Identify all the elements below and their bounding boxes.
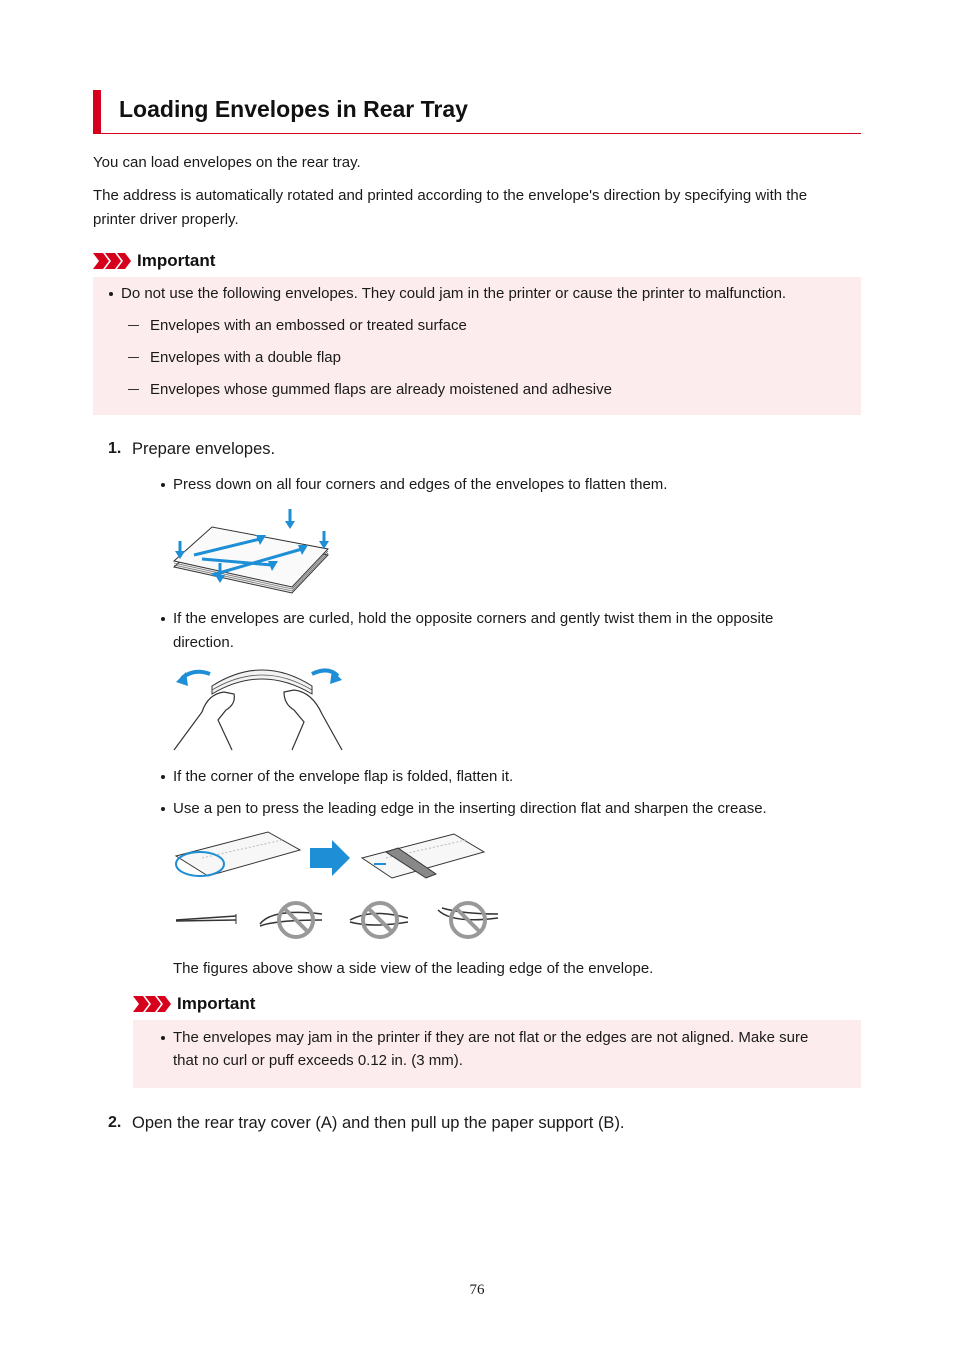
step-1-bullet-4: Use a pen to press the leading edge in the inserting direction flat and sharpen the crease. [173, 800, 767, 817]
title-accent-bar [93, 90, 101, 134]
important-2-line-2: that no curl or puff exceeds 0.12 in. (3 mm). [173, 1052, 463, 1069]
important-chevron-icon [133, 996, 173, 1012]
important-label-2: Important [177, 994, 256, 1013]
important-label-1: Important [137, 251, 216, 270]
bullet-dot [161, 807, 165, 811]
important-1-bullet: Do not use the following envelopes. They could jam in the printer or cause the printer to malfunction. [121, 285, 787, 302]
important-1-subitem-3: Envelopes whose gummed flaps are already moistened and adhesive [150, 381, 612, 398]
title-underline [93, 133, 861, 134]
step-1-bullet-3: If the corner of the envelope flap is folded, flatten it. [173, 768, 514, 785]
step-2-number: 2. [108, 1114, 122, 1131]
page-title: Loading Envelopes in Rear Tray [119, 96, 468, 122]
page-number: 76 [469, 1282, 485, 1298]
step-1-bullet-2-line-1: If the envelopes are curled, hold the opposite corners and gently twist them in the opposite [173, 610, 774, 627]
bullet-dot [161, 775, 165, 779]
important-1-subitem-1: Envelopes with an embossed or treated surface [150, 317, 467, 334]
step-1-bullet-2-line-2: direction. [173, 634, 234, 651]
sharpen-crease-illustration [172, 828, 508, 944]
bullet-dot [109, 292, 113, 296]
intro-paragraph-1: You can load envelopes on the rear tray. [93, 154, 361, 171]
bullet-dot [161, 617, 165, 621]
important-2-line-1: The envelopes may jam in the printer if they are not flat or the edges are not aligned. Make sure [173, 1029, 809, 1046]
important-chevron-icon [93, 253, 133, 269]
dash-marker [128, 325, 139, 326]
dash-marker [128, 357, 139, 358]
step-1-number: 1. [108, 440, 122, 457]
dash-marker [128, 389, 139, 390]
flatten-envelopes-illustration [172, 505, 332, 595]
twist-envelopes-illustration [172, 660, 344, 752]
step-1-bullet-1: Press down on all four corners and edges of the envelopes to flatten them. [173, 476, 668, 493]
important-1-subitem-2: Envelopes with a double flap [150, 349, 341, 366]
figure-caption: The figures above show a side view of the leading edge of the envelope. [173, 960, 654, 977]
important-heading-1 [93, 251, 215, 271]
bullet-dot [161, 1036, 165, 1040]
intro-paragraph-2-line-2: printer driver properly. [93, 211, 239, 228]
intro-paragraph-2-line-1: The address is automatically rotated and printed according to the envelope's direction by specifying with the [93, 187, 808, 204]
step-1-text: Prepare envelopes. [132, 440, 276, 458]
bullet-dot [161, 483, 165, 487]
important-heading-2 [133, 994, 255, 1014]
step-2-text: Open the rear tray cover (A) and then pull up the paper support (B). [132, 1114, 625, 1132]
